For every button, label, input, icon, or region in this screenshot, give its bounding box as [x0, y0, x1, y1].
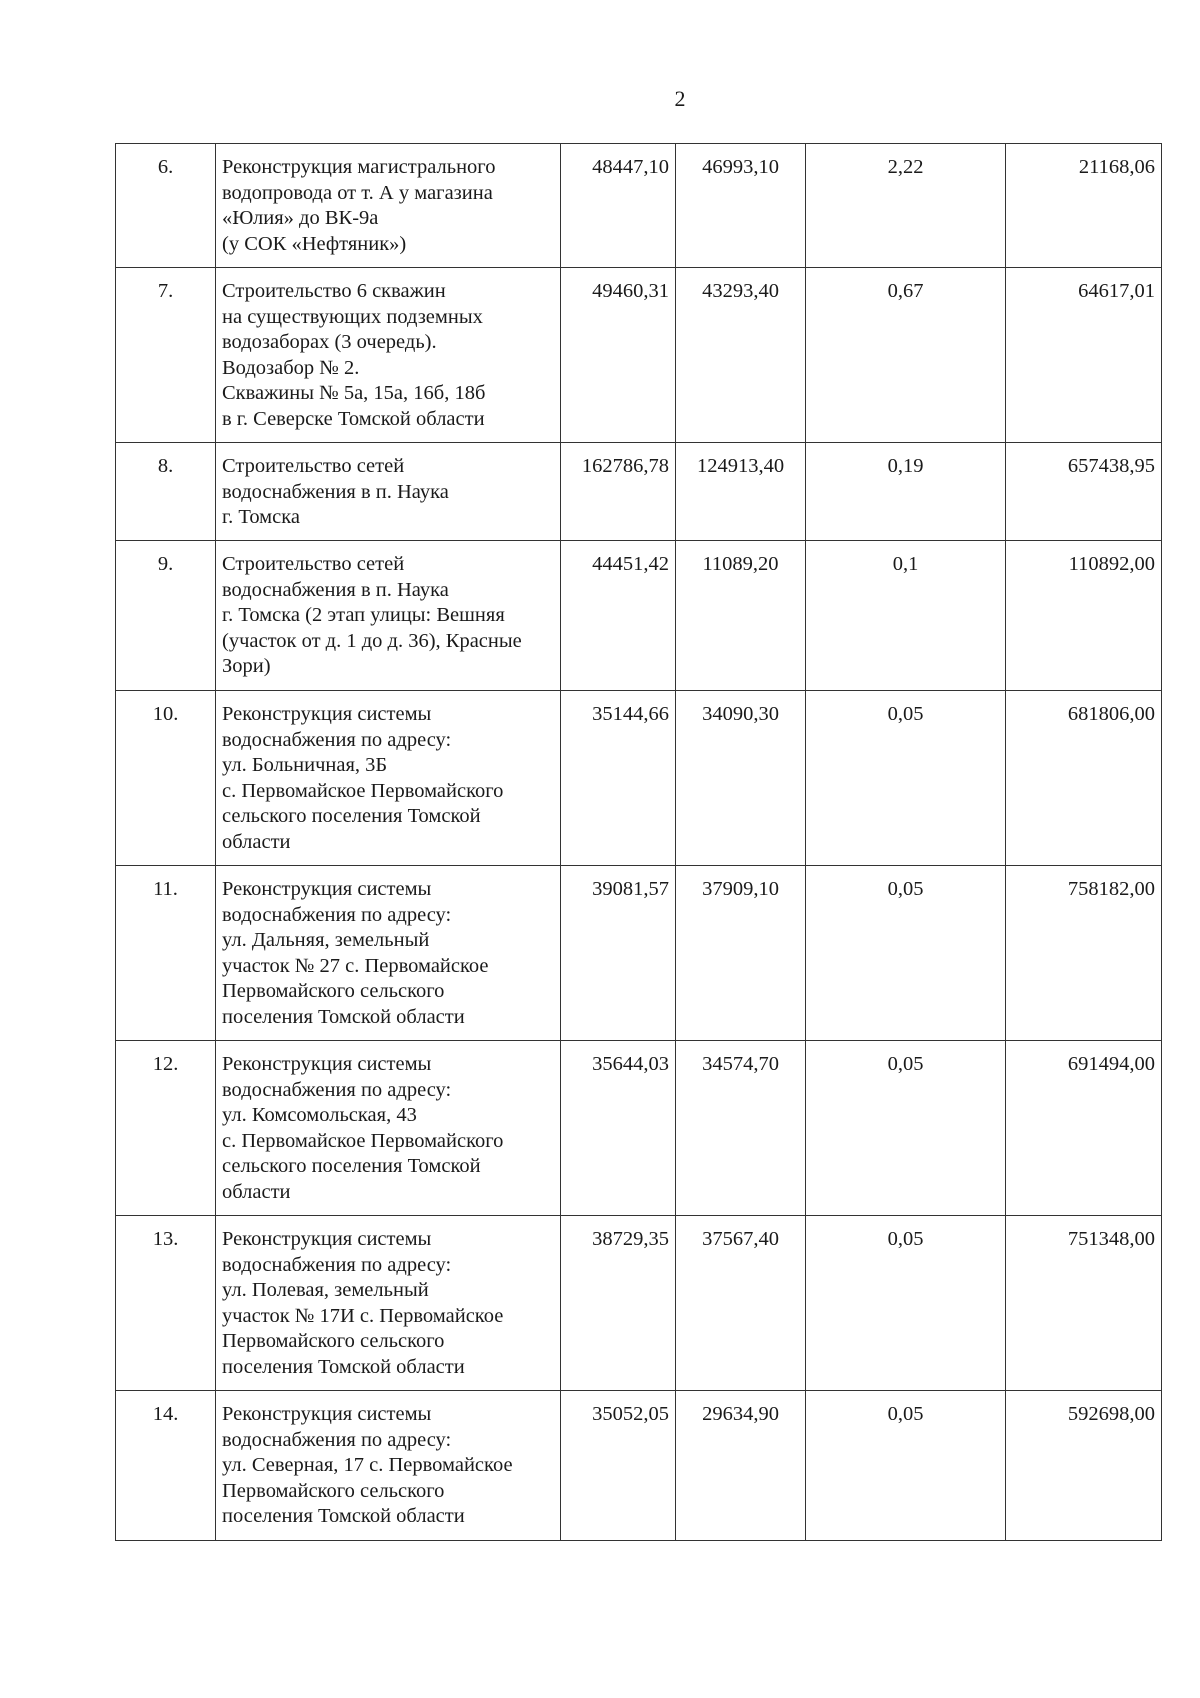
object-name-line: Строительство сетей	[222, 455, 405, 477]
table-row	[116, 866, 1162, 1041]
object-name-line: «Юлия» до ВК-9а	[222, 207, 379, 229]
value-col-3: 44451,42	[561, 541, 676, 691]
value-col-5: 0,05	[806, 1041, 1006, 1216]
object-name-line: поселения Томской области	[222, 1355, 465, 1378]
object-name-line: водопровода от т. А у магазина	[222, 181, 493, 204]
value-col-4: 11089,20	[676, 541, 806, 691]
object-name-line: поселения Томской области	[222, 1005, 465, 1028]
table-row	[116, 268, 1162, 443]
value-col-3: 162786,78	[561, 443, 676, 541]
object-name-line: области	[222, 830, 291, 853]
object-name-line: с. Первомайское Первомайского	[222, 1129, 504, 1152]
object-name	[216, 1391, 561, 1541]
row-number: 13.	[116, 1216, 216, 1391]
object-name-line: водоснабжения по адресу:	[222, 903, 452, 926]
object-name-line: ул. Дальняя, земельный	[222, 929, 430, 951]
table-body	[116, 144, 1162, 1541]
object-name-line: области	[222, 1180, 291, 1203]
object-name-line: сельского поселения Томской	[222, 805, 481, 827]
value-col-4: 34090,30	[676, 691, 806, 866]
object-name-line: поселения Томской области	[222, 1505, 465, 1527]
value-col-4: 29634,90	[676, 1391, 806, 1541]
page-number: 2	[674, 86, 686, 111]
value-col-5: 0,05	[806, 1216, 1006, 1391]
object-name	[216, 866, 561, 1041]
value-col-5: 0,05	[806, 691, 1006, 866]
value-col-4: 46993,10	[676, 144, 806, 268]
object-name-line: ул. Северная, 17 с. Первомайское	[222, 1454, 513, 1476]
object-name-line: с. Первомайское Первомайского	[222, 779, 504, 802]
value-col-4: 37567,40	[676, 1216, 806, 1391]
table-row	[116, 1391, 1162, 1541]
value-col-5: 0,05	[806, 1391, 1006, 1541]
object-name	[216, 144, 561, 268]
object-name-line: водоснабжения в п. Наука	[222, 578, 449, 601]
value-col-6: 691494,00	[1006, 1041, 1162, 1216]
object-name-line: на существующих подземных	[222, 305, 483, 328]
object-name-line: Реконструкция системы	[222, 1403, 432, 1425]
row-number: 7.	[116, 268, 216, 443]
object-name-line: в г. Северске Томской области	[222, 407, 485, 430]
value-col-6: 681806,00	[1006, 691, 1162, 866]
object-name	[216, 1041, 561, 1216]
value-col-5: 0,19	[806, 443, 1006, 541]
value-col-3: 35644,03	[561, 1041, 676, 1216]
object-name-line: (участок от д. 1 до д. 36), Красные	[222, 629, 522, 652]
value-col-4: 37909,10	[676, 866, 806, 1041]
object-name-line: (у СОК «Нефтяник»)	[222, 232, 407, 255]
value-col-6: 751348,00	[1006, 1216, 1162, 1391]
object-name-line: Первомайского сельского	[222, 1330, 445, 1352]
object-name-line: Строительство 6 скважин	[222, 280, 446, 302]
table-row	[116, 691, 1162, 866]
object-name-line: Скважины № 5а, 15а, 16б, 18б	[222, 382, 486, 404]
table-row	[116, 1041, 1162, 1216]
object-name-line: водоснабжения в п. Наука	[222, 480, 449, 503]
object-name-line: Строительство сетей	[222, 553, 405, 575]
object-name-line: Реконструкция системы	[222, 1228, 432, 1250]
value-col-5: 0,67	[806, 268, 1006, 443]
object-name-line: Реконструкция системы	[222, 878, 432, 900]
object-name	[216, 1216, 561, 1391]
row-number: 6.	[116, 144, 216, 268]
row-number: 10.	[116, 691, 216, 866]
value-col-5: 2,22	[806, 144, 1006, 268]
row-number: 12.	[116, 1041, 216, 1216]
object-name	[216, 268, 561, 443]
value-col-6: 592698,00	[1006, 1391, 1162, 1541]
value-col-4: 124913,40	[676, 443, 806, 541]
table-row	[116, 443, 1162, 541]
value-col-3: 38729,35	[561, 1216, 676, 1391]
object-name-line: сельского поселения Томской	[222, 1155, 481, 1177]
value-col-3: 35052,05	[561, 1391, 676, 1541]
value-col-3: 48447,10	[561, 144, 676, 268]
object-name-line: водоснабжения по адресу:	[222, 1253, 452, 1276]
value-col-3: 49460,31	[561, 268, 676, 443]
value-col-4: 43293,40	[676, 268, 806, 443]
row-number: 14.	[116, 1391, 216, 1541]
value-col-6: 21168,06	[1006, 144, 1162, 268]
object-name-line: водозаборах (3 очередь).	[222, 331, 437, 353]
value-col-6: 657438,95	[1006, 443, 1162, 541]
object-name-line: г. Томска (2 этап улицы: Вешняя	[222, 604, 505, 626]
object-name-line: ул. Больничная, 3Б	[222, 754, 388, 776]
value-col-4: 34574,70	[676, 1041, 806, 1216]
object-name-line: г. Томска	[222, 506, 301, 528]
object-name	[216, 443, 561, 541]
object-name-line: ул. Полевая, земельный	[222, 1279, 429, 1301]
value-col-6: 758182,00	[1006, 866, 1162, 1041]
object-name-line: Реконструкция системы	[222, 1053, 432, 1075]
object-name-line: Первомайского сельского	[222, 980, 445, 1002]
table-row	[116, 1216, 1162, 1391]
object-name-line: участок № 27 с. Первомайское	[222, 954, 489, 977]
object-name-line: водоснабжения по адресу:	[222, 1428, 452, 1451]
object-name	[216, 691, 561, 866]
object-name-line: Реконструкция магистрального	[222, 156, 496, 178]
object-name-line: Водозабор № 2.	[222, 356, 360, 379]
value-col-6: 110892,00	[1006, 541, 1162, 691]
object-name-line: Реконструкция системы	[222, 703, 432, 725]
object-name-line: ул. Комсомольская, 43	[222, 1104, 417, 1126]
table-row	[116, 541, 1162, 691]
object-name-line: Первомайского сельского	[222, 1479, 445, 1502]
row-number: 11.	[116, 866, 216, 1041]
object-name	[216, 541, 561, 691]
row-number: 9.	[116, 541, 216, 691]
object-name-line: Зори)	[222, 655, 271, 677]
object-name-line: водоснабжения по адресу:	[222, 728, 452, 751]
value-col-5: 0,1	[806, 541, 1006, 691]
table-row	[116, 144, 1162, 268]
value-col-3: 35144,66	[561, 691, 676, 866]
object-name-line: водоснабжения по адресу:	[222, 1078, 452, 1101]
row-number: 8.	[116, 443, 216, 541]
objects-table	[115, 143, 1162, 1541]
value-col-5: 0,05	[806, 866, 1006, 1041]
value-col-6: 64617,01	[1006, 268, 1162, 443]
value-col-3: 39081,57	[561, 866, 676, 1041]
object-name-line: участок № 17И с. Первомайское	[222, 1304, 504, 1327]
